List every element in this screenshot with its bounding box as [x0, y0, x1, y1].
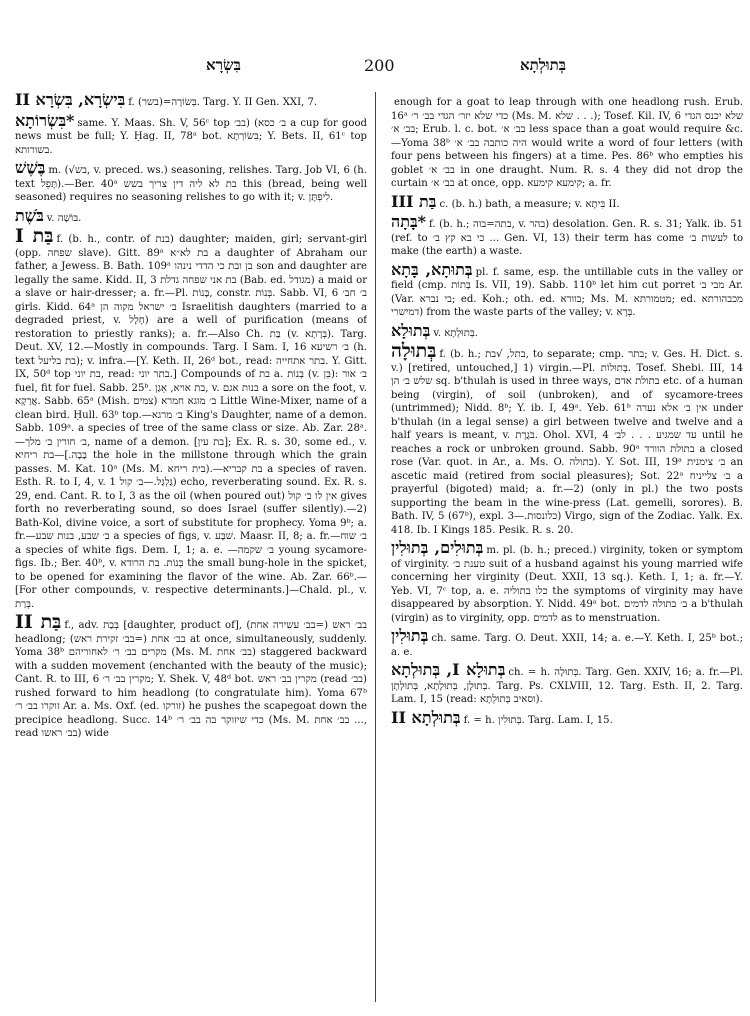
entry-headword: *בָּתָה: [391, 212, 427, 231]
entry-text: f. (b. h.; בתל, √בת, to separate; cmp. בתר; v. Ges. H. Dict. s. v.) [retired, untouched,] 1) virgin.—Pl. בְּתוּלוֹת. Tosef. Shebi. III, 14 שלש ב׳ הן sq. b'thulah is used in three ways, בתולת אדם etc. of a human being (virgin), of soil (unbroken), and of sycamore-trees (untrimmed); Nidd. 8ᵇ; Y. ib. I, 49ᵃ. Yeb. 61ᵇ אין ב׳ אלא נערה under b'thulah (in a legal sense) a girl between twelve and twelve and a half years is meant, v. בֹּגֶרֶת. Ohol. XVI, 4 עד שמגיע . . . לב׳ until he reaches a rock or unbroken ground. Sabb. 90ᵃ בתולת הוורד a closed rose (Var. quot. in Ar., a. Ms. O. בתולה). Y. Sot. III, 19ᵃ ב׳ צימנית an ascetic maid (retired from social pleasures); Sot. 22ᵃ ב׳ צלייניח a prayerful (bigoted) maid; a. fr.—2) (only in pl.) the two posts supporting the beam in the wine-press (Lat. gemelli, sorores). B. Bath. IV, 5 (67ᵇ), expl. כלונסות.—3) Virgo, sign of the Zodiac. Yalk. Ex. 418. Ib. I Kings 185. Pesik. R. s. 20.: [391, 349, 743, 536]
page-number: 200: [364, 56, 395, 75]
right-column: [391, 92, 743, 1010]
right-running-headword: בְּתוּלְתָא: [520, 56, 567, 74]
dictionary-entry: [391, 540, 743, 625]
entry-headword: *בִּשְׂרוֹתָא: [15, 110, 75, 130]
entry-text: c. (b. h.) bath, a measure; v. בִּיתָא II.: [439, 198, 620, 210]
entry-text: f. (b. h., contr. of בנת) daughter; maiden, girl; servant-girl (opp. שפחה slave). Gitt. 89ᵃ בת לא״א a daughter of Abraham our father, a Jewess. B. Bath. 109ᵃ בן ובת כי הדדי נינהו son and daughter are legally the same. Kidd. II, 3 בת אני שפחה גדלת (Bab. ed. מגודל) a maid or a slave or hair-dresser; a. fr.—Pl. בָּנוֹת, constr. בְּנוֹת. Sabb. VI, 6 ב׳ חב׳ girls. Kidd. 64ᵃ ב׳ ישראל מקוה הן Israelitish daughters (married to a degraded priest, v. חָלָל) are a well of purification (means of restoration to priestly ranks); a. fr.—Also Ch. בַּת (v. בְּרָתָא). Targ. Deut. XV, 12.—Mostly in compounds. Targ. I Sam. I, 16 ב׳ רשיעא (h. text בת בליעל); v. infra.—[Y. Keth. II, 26ᵈ bot., read: בתר אתחייה. Y. Gitt. IX, 50ᵈ top בת יוני, read: בתר יוני.] Compounds of בת a. בְּנוֹת (v. בֵּן): ב׳ אור fuel, fit for fuel. Sabb. 25ᵇ. בת אויא, אֵגַן, v. בנות אגם a sore on the foot, v. אֲרַקָא. Sabb. 65ᵃ (Mish. צמים) ב׳ מוגא חמרא Little Wine-Mixer, name of a clean bird. Ḥull. 63ᵇ top.—ב׳ מרגא King's Daughter, name of a demon. Sabb. 109ᵃ. a species of tree of the same class or size. Ab. Zar. 28ᵃ.—ב׳ חורין ב׳ מלך, name of a demon. [בת עין]; Ex. R. s. 30, some ed., v. בָּבָה.]—בת ריחיא the hole in the millstone through which the grain passes. M. Kat. 10ᵃ (Ms. M. בית ריחא).—בת קבריא a species of raven. Esth. R. to I, 4, v. גַּלְגַּל.—ב׳ קול 1) echo, reverberating sound. Ex. R. s. 29, end. Cant. R. to I, 3 as the oil (when poured out) אין לו ב׳ קול gives forth no reverberating sound, so does Israel (suffer silently).—2) Bath-Kol, divine voice, a sort of substitute for prophecy. Yoma 9ᵇ; a. fr.—ב׳ שבע, בנות שבע a species of figs, v. שׁבָּע. Maasr. II, 8; a. fr.—ב׳ שוח a species of white figs. Dem. I, 1; a. e. —ב׳ שקמה young sycamore-figs. Ib.; Ber. 40ᵇ, v. בְּנוֹת. בת הרודא the small bung-hole in the spicket, to be opened for examining the flavor of the wine. Ab. Zar. 66ᵇ.—[For other compounds, v. respective determinants.]—Chald. pl., v. בְּרַת.: [15, 234, 367, 610]
dictionary-entry: [15, 160, 367, 205]
left-column: [15, 92, 367, 1010]
entry-headword: בִּישְׂרָא, בִּשְׂרָא II: [15, 92, 126, 109]
entry-headword: בְּתוּלִים, בְּתוּלִין: [391, 538, 484, 557]
entry-headword: בֶּשֶׁשׁ: [15, 158, 46, 177]
entry-text: v. בְּתוּלְתָא.: [433, 327, 479, 339]
entry-text: m. pl. (b. h.; preced.) virginity, token or symptom of virginity. טענת ב׳ suit of a husband against his young married wife concerning her virginity (Deut. XXII, 13 sq.). Keth. I, 1; a. fr.—Y. Yeb. VI, 7ᶜ top, a. e. כלו בתוליה the symptoms of virginity may have disappeared by absorption. Y. Nidd. 49ᵃ bot. ב׳ בתולה לדמים a b'thulah (virgin) as to virginity, opp. לדמים as to menstruation.: [391, 545, 743, 624]
left-running-headword: בִּשְׂרָא: [206, 56, 241, 74]
entry-headword: בְּתוּלָא I, בְּתוּלְתָא: [391, 660, 506, 679]
dictionary-entry: [391, 214, 743, 259]
dictionary-entry: [391, 340, 743, 537]
entry-text: f. (בשר)=בְּשׂוֹרָה. Targ. Y. II Gen. XXI, 7.: [128, 97, 318, 108]
entry-headword: בְּתוּלְתָא II: [391, 707, 461, 727]
entry-text: f., adv. בְּבַת [daughter, product of], בב׳ ראש (=בב׳ עשירה אחת) headlong; בב׳ אחת (=בב׳ זקירת ראש) at once, simultaneously, suddenly. Yoma 38ᵇ מקרים בב׳ ר׳ לאחוריהם (Ms. M. בב׳ אחת) staggered backward with a sudden movement (enchanted with the beauty of the music); Cant. R. to III, 6 מקרין בב׳ ר׳; Y. Shek. V, 48ᵈ bot. מקרין בב׳ ראש (read בב׳) rushed forward to him headlong (to congratulate him). Yoma 67ᵇ זוקרו בב׳ ר׳ Ar. a. Ms. Oxf. (ed. זורקו) he pushes the scapegoat down the precipice headlong. Succ. 14ᵇ כדי שיזוקר בה בב׳ ר׳ (Ms. M. בב׳ אחת ..., read בב׳ ראשו) wide: [15, 620, 367, 739]
dictionary-entry: [15, 92, 367, 110]
dictionary-entry: [391, 191, 743, 212]
entry-headword: בַּת II: [15, 611, 62, 633]
entry-headword: בְּתוּתָא, בָּתָא: [391, 259, 473, 279]
entry-headword: בַּת I: [15, 225, 54, 247]
entry-text: enough for a goat to leap through with one headlong rush. Erub. 16ᵃ כדי שלא יזר׳ הגדי בב׳ ר׳ (Ms. M. שלא . . .); Tosef. Kil. IV, 6 שלא יכנס הגדי בב׳ א׳; Erub. l. c. bot. בב׳ א׳ less space than a goat would require &c.—Yoma 38ᵇ היה כותבה בב׳ א׳ would write a word of four letters (with four pens between his fingers) at a time. Pes. 86ᵇ who empties his goblet בב׳ א׳ in one draught. Num. R. s. 4 they did not drop the curtain בב׳ א׳ at once, opp. קימעא קימעא; a. fr.: [391, 97, 743, 189]
dictionary-entry: [15, 225, 367, 611]
dictionary-entry: [391, 259, 743, 320]
entry-headword: בַּת III: [391, 191, 437, 211]
entry-headword: בְּתוּלָה: [391, 340, 437, 362]
dictionary-entry: [15, 110, 367, 158]
dictionary-entry: [391, 628, 743, 659]
dictionary-entry: [391, 662, 743, 707]
dictionary-entry: [391, 707, 743, 728]
dictionary-entry: [15, 205, 367, 226]
entry-text: v. בּוֹשָׁה.: [46, 212, 82, 224]
entry-headword: בְּתוּלָא: [391, 320, 431, 340]
entry-text: f. (b. h.; בתה=בוה, v. בהר) desolation. Gen. R. s. 31; Yalk. ib. 51 (ref. to כי בא קץ ב׳ ... Gen. VI, 13) their term has come לעשות ב׳ to make (the earth) a waste.: [391, 219, 743, 257]
dictionary-entry: [391, 320, 743, 341]
entry-text: same. Y. Maas. Sh. V, 56ᶜ top ב׳ כסא) (בב׳ a cup for good news must be full; Y. Ḥag. II, 78ᵃ bot. בִּשׂוֹרְתָא; Y. Bets. II, 61ᶜ top בשורותא.: [15, 117, 367, 156]
entry-text: f. = h. בְּתוּלִין. Targ. Lam. I, 15.: [463, 714, 613, 726]
column-divider: [375, 92, 376, 1002]
dictionary-entry: [15, 611, 367, 741]
entry-text: m. (√בש, v. preced. ws.) seasoning, relishes. Targ. Job VI, 6 (h. text תָּפֵל).—Ber. 40ᵃ בת לא ליה דין צריך בשש this (bread, being well seasoned) requires no seasoning relishes to go with it; v. לִיפְתָּן.: [15, 165, 367, 203]
entry-headword: בְּתוּלִין: [391, 626, 429, 645]
entry-text: ch. same. Targ. O. Deut. XXII, 14; a. e.—Y. Keth. I, 25ᵇ bot.; a. e.: [391, 633, 743, 658]
entry-text: ch. = h. בְּתוּלָה. Targ. Gen. XXIV, 16; a. fr.—Pl. בְּתוּלָן, בְּתוּלָתָא, בְּתוּלָתָן. Targ. Ps. CXLVIII, 12. Targ. Esth. II, 2. Targ. Lam. I, 15 (read: וסאיב בְּתוּלְתָא).: [391, 667, 743, 705]
dictionary-entry: [391, 92, 743, 191]
running-head: [0, 56, 750, 78]
entry-text: pl. f. same, esp. the untillable cuts in the valley or field (cmp. בְּתוֹת Is. VII, 19). Sabb. 110ᵇ let him cut porret מבי ב׳ Ar. (Var. בי נברא; ed. Koh.; oth. ed. בוורא; Ms. M. מטמורתא; ed. מכבהורתא דמישרי) from the waste parts of the valley; v. בְּרָא.: [391, 266, 743, 318]
entry-headword: בֹּשֶׁת: [15, 205, 44, 225]
